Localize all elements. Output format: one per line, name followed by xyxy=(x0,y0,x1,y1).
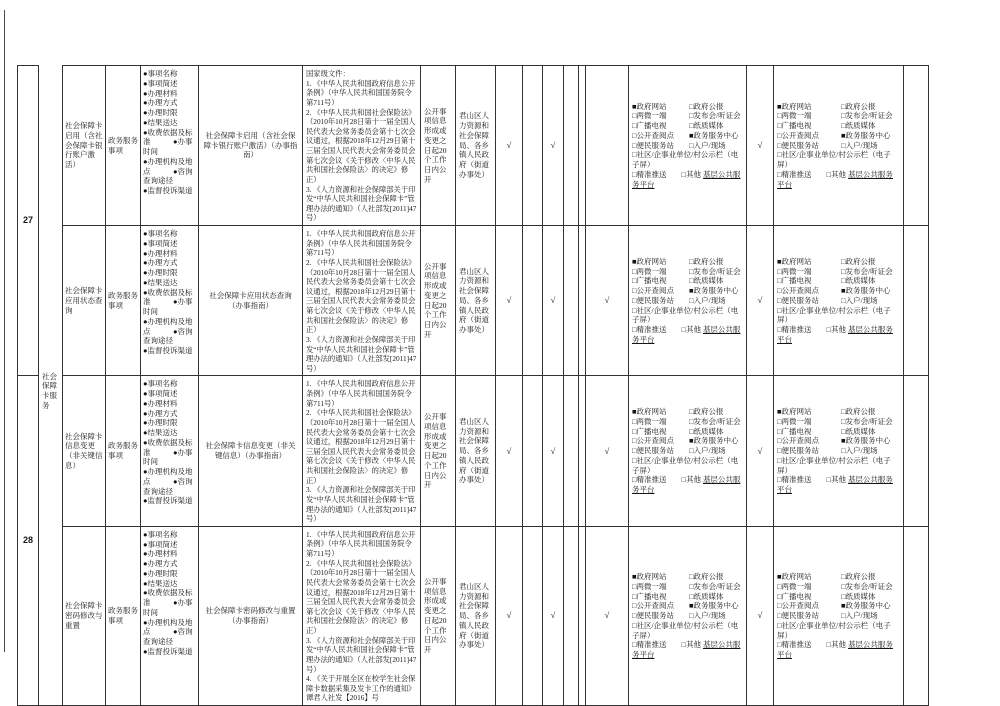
channel-option: □政府公报 xyxy=(841,101,876,111)
channel-option-row xyxy=(777,436,900,446)
content-bullet-line: ●结果送达 xyxy=(143,117,178,127)
channel-option-row xyxy=(777,417,900,427)
channel-option-row: □精准推送 □其他 基层公共服务平台 xyxy=(777,169,893,189)
channel-option: □便民服务站 xyxy=(777,140,820,150)
channel-option-row: □精准推送 □其他 基层公共服务平台 xyxy=(632,169,741,189)
channel-other-value: 基层公共服务平台 xyxy=(632,169,741,189)
channel-option: □政府公报 xyxy=(689,572,724,581)
check-empty-cell xyxy=(564,376,579,526)
channel-option: □政府公报 xyxy=(841,572,876,581)
channel-option: □社区/企事业单位/村公示栏（电子屏） xyxy=(777,305,891,325)
content-bullet-line: ●办理方式 xyxy=(143,98,178,108)
channel-option: ■政府网站 xyxy=(632,572,667,581)
channel-option-row xyxy=(632,141,743,151)
check-empty-cell xyxy=(579,376,586,526)
channel-option: □两微一端 xyxy=(632,416,667,426)
legal-basis-item: 2. 《中华人民共和国社会保险法》（2010年10月28日第十一届全国人民代表大会常务委员会第十七次会议通过，根据2018年12月29日第十三届全国人民代表大会常务委员会第七次会议《关于修改〈中华人民共和国社会保险法〉的决定》修正） xyxy=(306,107,416,184)
check-empty-cell xyxy=(564,66,579,226)
legal-basis-item: 国家级文件： xyxy=(306,69,350,78)
channel-option-row xyxy=(777,446,900,456)
public-disclosure-items-table xyxy=(17,65,929,706)
channel-option: □纸质媒体 xyxy=(689,591,724,601)
check-empty-cell xyxy=(523,66,543,226)
content-bullet-line: ●事项简述 xyxy=(143,238,178,248)
channel-option-row xyxy=(777,102,900,112)
item-name-cell: 社会保障卡信息变更（非关键信息） xyxy=(63,376,106,526)
channel-other-value: 基层公共服务平台 xyxy=(777,640,893,659)
channel-option: □公开查阅点 xyxy=(632,286,675,296)
channel-option: □社区/企事业单位/村公示栏（电子屏） xyxy=(632,620,739,640)
channel-other-value: 基层公共服务平台 xyxy=(777,169,893,189)
channel-option: □广播电视 xyxy=(632,276,667,286)
legal-basis-item: 3. 《人力资源和社会保障部关于印发“中华人民共和国社会保障卡”管理办法的通知》（人社部发[2011]47号） xyxy=(306,334,417,373)
category-cell: 社会保障卡服务 xyxy=(39,66,63,706)
disclosure-channel-cell xyxy=(629,226,747,376)
disclosure-channel-cell xyxy=(774,66,904,226)
content-bullet-line: ●结果送达 xyxy=(143,277,178,287)
check-empty-cell xyxy=(586,66,629,226)
channel-other-value: 基层公共服务平台 xyxy=(777,475,893,495)
disclosure-content-cell xyxy=(141,226,199,376)
channel-option: ■政务服务中心 xyxy=(689,130,739,140)
content-bullet-line: ●办理时限 xyxy=(143,108,178,117)
channel-option: □社区/企事业单位/村公示栏（电子屏） xyxy=(777,150,891,170)
content-bullet-line: ●监督投诉渠道 xyxy=(143,346,193,355)
disclosure-channel-cell xyxy=(629,66,747,226)
responsible-org-cell: 君山区人力资源和社会保障局、各乡镇人民政府（街道办事处） xyxy=(456,376,496,526)
trailing-empty-cell xyxy=(904,526,929,705)
disclosure-channel-cell xyxy=(629,526,747,705)
channel-option-row xyxy=(632,131,743,141)
channel-option: □政府公报 xyxy=(841,407,876,417)
channel-option: ■政务服务中心 xyxy=(689,601,739,611)
channel-option-row xyxy=(632,257,743,267)
channel-option: □公开查阅点 xyxy=(632,436,675,446)
channel-option: □纸质媒体 xyxy=(841,426,876,436)
row-number-cell: 27 xyxy=(18,66,39,376)
legal-basis-item: 4. 《关于开展全区在校学生社会保障卡数据采集及发卡工作的通知》谭君人社发【2016】号 xyxy=(306,674,416,703)
guide-name-cell: 社会保障卡启用（含社会保障卡银行账户激活）（办事指南） xyxy=(199,66,303,226)
channel-option: □入户/现场 xyxy=(689,140,726,150)
channel-option: □公开查阅点 xyxy=(632,601,675,611)
content-bullet-line: ●办理材料 xyxy=(143,549,178,559)
channel-option-row xyxy=(632,446,743,456)
content-bullet-line: ●事项名称 xyxy=(143,229,178,238)
channel-option: ■政务服务中心 xyxy=(841,601,891,611)
channel-option: ■政府网站 xyxy=(777,407,812,417)
channel-option-row xyxy=(632,572,743,582)
channel-option: □公开查阅点 xyxy=(632,130,675,140)
channel-option-row xyxy=(777,267,900,277)
channel-option: ■政府网站 xyxy=(777,101,812,111)
channel-option-row: □精准推送 □其他 基层公共服务平台 xyxy=(632,475,741,495)
check-mark-cell: √ xyxy=(747,66,774,226)
content-bullet-line: ●办理方式 xyxy=(143,559,178,568)
channel-option: □纸质媒体 xyxy=(689,121,724,131)
check-mark-cell: √ xyxy=(496,376,523,526)
content-bullet-line: ●监督投诉渠道 xyxy=(143,186,193,195)
channel-option: ■政府网站 xyxy=(632,256,667,266)
channel-option: □广播电视 xyxy=(777,276,812,286)
item-type-cell: 政务服务事项 xyxy=(106,526,141,705)
check-mark-cell: √ xyxy=(496,226,523,376)
time-limit-cell: 公开事项信息形成或变更之日起20个工作日内公开 xyxy=(421,526,456,705)
table-body xyxy=(18,66,929,706)
channel-option: □入户/现场 xyxy=(689,611,726,620)
channel-option: □广播电视 xyxy=(632,591,667,601)
channel-option-row xyxy=(632,407,743,417)
check-mark-cell: √ xyxy=(747,376,774,526)
channel-option-row xyxy=(777,257,900,267)
legal-basis-item: 3. 《人力资源和社会保障部关于印发“中华人民共和国社会保障卡”管理办法的通知》（人社部发[2011]47号） xyxy=(306,635,417,674)
content-bullet-line: ●办理机构及地点 ●咨询查询途径 xyxy=(143,467,193,496)
channel-option: □广播电视 xyxy=(777,121,812,131)
channel-option: □政府公报 xyxy=(689,256,724,266)
channel-option: ■政府网站 xyxy=(632,407,667,417)
channel-option-row xyxy=(777,121,900,131)
content-bullet-line: ●监督投诉渠道 xyxy=(143,496,193,506)
channel-option: □发布会/听证会 xyxy=(841,416,893,426)
channel-option: □便民服务站 xyxy=(777,611,820,620)
channel-option: □纸质媒体 xyxy=(689,426,724,436)
channel-option: □两微一端 xyxy=(632,266,667,276)
content-bullet-line: ●收费依据及标准 ●办事时间 xyxy=(143,127,193,156)
channel-option: □发布会/听证会 xyxy=(689,416,741,426)
time-limit-cell: 公开事项信息形成或变更之日起20个工作日内公开 xyxy=(421,376,456,526)
legal-basis-item: 3. 《人力资源和社会保障部关于印发“中华人民共和国社会保障卡”管理办法的通知》（人社部发[2011]47号） xyxy=(306,184,417,223)
content-bullet-line: ●事项名称 xyxy=(143,69,178,78)
channel-option: □入户/现场 xyxy=(841,295,878,305)
legal-basis-item: 2. 《中华人民共和国社会保险法》（2010年10月28日第十一届全国人民代表大会常务委员会第十七次会议通过，根据2018年12月29日第十三届全国人民代表大会常务委员会第七次会议《关于修改〈中华人民共和国社会保险法〉的决定》修正） xyxy=(306,408,416,485)
content-bullet-line: ●办理机构及地点 ●咨询查询途径 xyxy=(143,316,193,346)
channel-option: □便民服务站 xyxy=(777,446,820,456)
channel-option: □两微一端 xyxy=(632,111,667,121)
channel-option: □两微一端 xyxy=(777,111,812,121)
time-limit-cell: 公开事项信息形成或变更之日起20个工作日内公开 xyxy=(421,226,456,376)
channel-option: □公开查阅点 xyxy=(777,130,820,140)
trailing-empty-cell xyxy=(904,226,929,376)
channel-option: □入户/现场 xyxy=(841,611,878,620)
content-bullet-line: ●办理材料 xyxy=(143,88,178,98)
channel-option: □入户/现场 xyxy=(689,446,726,456)
channel-option: □两微一端 xyxy=(632,581,667,591)
channel-option: ■政务服务中心 xyxy=(841,130,891,140)
check-empty-cell xyxy=(523,226,543,376)
legal-basis-item: 3. 《人力资源和社会保障部关于印发“中华人民共和国社会保障卡”管理办法的通知》（人社部发[2011]47号） xyxy=(306,485,417,524)
channel-option-row xyxy=(632,592,743,602)
channel-option: □发布会/听证会 xyxy=(841,111,893,121)
channel-option: ■政务服务中心 xyxy=(841,436,891,446)
time-limit-cell: 公开事项信息形成或变更之日起20个工作日内公开 xyxy=(421,66,456,226)
trailing-empty-cell xyxy=(904,66,929,226)
content-bullet-line: ●办理方式 xyxy=(143,408,178,418)
channel-option: □社区/企事业单位/村公示栏（电子屏） xyxy=(632,455,739,475)
channel-option: □纸质媒体 xyxy=(841,276,876,286)
check-empty-cell xyxy=(579,526,586,705)
channel-option-row xyxy=(632,121,743,131)
content-bullet-line: ●监督投诉渠道 xyxy=(143,646,193,656)
channel-option-row xyxy=(632,427,743,437)
guide-name-cell: 社会保障卡应用状态查询（办事指南） xyxy=(199,226,303,376)
channel-option-row xyxy=(632,286,743,296)
content-bullet-line: ●事项简述 xyxy=(143,78,178,88)
channel-option-row xyxy=(777,276,900,286)
row-number-cell: 28 xyxy=(18,376,39,706)
disclosure-channel-cell xyxy=(629,376,747,526)
channel-option: □发布会/听证会 xyxy=(689,111,741,121)
disclosure-channel-cell xyxy=(774,376,904,526)
content-bullet-line: ●收费依据及标准 ●办事时间 xyxy=(143,588,193,617)
channel-option-row xyxy=(632,582,743,592)
channel-option: □广播电视 xyxy=(632,121,667,131)
content-bullet-line: ●收费依据及标准 ●办事时间 xyxy=(143,287,193,316)
channel-option: □发布会/听证会 xyxy=(841,581,893,591)
channel-option: ■政务服务中心 xyxy=(689,286,739,296)
legal-basis-item: 1. 《中华人民共和国政府信息公开条例》（中华人民共和国国务院令第711号） xyxy=(306,529,416,558)
channel-option-row: □精准推送 □其他 基层公共服务平台 xyxy=(632,325,741,344)
item-name-cell: 社会保障卡应用状态查询 xyxy=(63,226,106,376)
channel-option: □纸质媒体 xyxy=(689,276,724,286)
check-empty-cell xyxy=(579,226,586,376)
channel-option: □入户/现场 xyxy=(689,295,726,305)
check-mark-cell: √ xyxy=(747,526,774,705)
check-empty-cell xyxy=(523,526,543,705)
channel-option: ■政务服务中心 xyxy=(689,436,739,446)
channel-other-value: 基层公共服务平台 xyxy=(632,475,741,495)
channel-option-row xyxy=(777,572,900,582)
check-empty-cell xyxy=(579,66,586,226)
check-empty-cell xyxy=(564,526,579,705)
channel-option: □社区/企事业单位/村公示栏（电子屏） xyxy=(777,620,891,640)
item-type-cell: 政务服务事项 xyxy=(106,376,141,526)
channel-option-row xyxy=(777,427,900,437)
channel-option-row xyxy=(777,407,900,417)
legal-basis-item: 1. 《中华人民共和国政府信息公开条例》（中华人民共和国国务院令第711号） xyxy=(306,379,416,408)
content-bullet-line: ●办理方式 xyxy=(143,258,178,268)
channel-option: ■政府网站 xyxy=(632,101,667,111)
channel-other-value: 基层公共服务平台 xyxy=(632,640,741,659)
channel-option: □纸质媒体 xyxy=(841,591,876,601)
guide-name-cell: 社会保障卡信息变更（非关键信息）（办事指南） xyxy=(199,376,303,526)
item-type-cell: 政务服务事项 xyxy=(106,226,141,376)
channel-option-row xyxy=(777,601,900,611)
item-type-cell: 政务服务事项 xyxy=(106,66,141,226)
guide-name-cell: 社会保障卡密码修改与重置（办事指南） xyxy=(199,526,303,705)
channel-option: □发布会/听证会 xyxy=(841,266,893,276)
channel-option: □入户/现场 xyxy=(841,446,878,456)
channel-option: □政府公报 xyxy=(841,256,876,266)
content-bullet-line: ●结果送达 xyxy=(143,428,178,438)
content-bullet-line: ●办理时限 xyxy=(143,418,178,428)
channel-option: □便民服务站 xyxy=(777,295,820,305)
responsible-org-cell: 君山区人力资源和社会保障局、各乡镇人民政府（街道办事处） xyxy=(456,226,496,376)
check-mark-cell: √ xyxy=(747,226,774,376)
channel-option-row xyxy=(632,276,743,286)
channel-option: □发布会/听证会 xyxy=(689,266,741,276)
legal-basis-item: 2. 《中华人民共和国社会保险法》（2010年10月28日第十一届全国人民代表大会常务委员会第十七次会议通过，根据2018年12月29日第十三届全国人民代表大会常务委员会第七次会议《关于修改〈中华人民共和国社会保险法〉的决定》修正） xyxy=(306,558,416,635)
disclosure-content-cell xyxy=(141,376,199,526)
channel-option: □两微一端 xyxy=(777,581,812,591)
channel-option: □公开查阅点 xyxy=(777,601,820,611)
channel-option-row xyxy=(777,592,900,602)
item-row xyxy=(18,526,929,705)
channel-option: □便民服务站 xyxy=(632,446,675,456)
content-bullet-line: ●事项名称 xyxy=(143,529,178,539)
channel-option-row xyxy=(632,296,743,306)
channel-option-row xyxy=(777,286,900,296)
channel-option-row xyxy=(632,417,743,427)
legal-basis-cell xyxy=(303,226,421,376)
item-row xyxy=(18,376,929,526)
check-mark-cell: √ xyxy=(496,66,523,226)
page-edge-line xyxy=(4,10,5,652)
legal-basis-cell xyxy=(303,526,421,705)
check-empty-cell xyxy=(564,226,579,376)
legal-basis-item: 1. 《中华人民共和国政府信息公开条例》（中华人民共和国国务院令第711号） xyxy=(306,78,416,107)
content-bullet-line: ●事项简述 xyxy=(143,389,178,399)
channel-option-row xyxy=(632,267,743,277)
channel-other-value: 基层公共服务平台 xyxy=(632,325,741,344)
channel-option-row xyxy=(777,131,900,141)
check-mark-cell: √ xyxy=(543,66,564,226)
channel-other-value: 基层公共服务平台 xyxy=(777,325,893,344)
responsible-org-cell: 君山区人力资源和社会保障局、各乡镇人民政府（街道办事处） xyxy=(456,66,496,226)
channel-option: □两微一端 xyxy=(777,416,812,426)
content-bullet-line: ●办理机构及地点 ●咨询查询途径 xyxy=(143,156,193,186)
content-bullet-line: ●结果送达 xyxy=(143,578,178,588)
check-mark-cell: √ xyxy=(543,526,564,705)
responsible-org-cell: 君山区人力资源和社会保障局、各乡镇人民政府（街道办事处） xyxy=(456,526,496,705)
channel-option: □广播电视 xyxy=(632,426,667,436)
channel-option: □广播电视 xyxy=(777,591,812,601)
channel-option-row xyxy=(632,111,743,121)
channel-option: □便民服务站 xyxy=(632,295,675,305)
channel-option: □纸质媒体 xyxy=(841,121,876,131)
content-bullet-line: ●办理材料 xyxy=(143,248,178,258)
disclosure-content-cell xyxy=(141,526,199,705)
channel-option-row xyxy=(632,611,743,621)
channel-option-row xyxy=(777,296,900,306)
content-bullet-line: ●事项简述 xyxy=(143,539,178,549)
legal-basis-cell xyxy=(303,376,421,526)
channel-option: □便民服务站 xyxy=(632,611,675,620)
channel-option: ■政务服务中心 xyxy=(841,286,891,296)
disclosure-channel-cell xyxy=(774,226,904,376)
channel-option-row xyxy=(777,582,900,592)
content-bullet-line: ●办理时限 xyxy=(143,568,178,578)
channel-option: □政府公报 xyxy=(689,407,724,417)
check-empty-cell xyxy=(523,376,543,526)
content-bullet-line: ●事项名称 xyxy=(143,379,178,389)
check-mark-cell: √ xyxy=(496,526,523,705)
channel-option-row: □精准推送 □其他 基层公共服务平台 xyxy=(777,325,893,344)
channel-option: □两微一端 xyxy=(777,266,812,276)
disclosure-content-cell xyxy=(141,66,199,226)
channel-option-row: □精准推送 □其他 基层公共服务平台 xyxy=(632,640,741,659)
check-mark-cell: √ xyxy=(543,376,564,526)
disclosure-channel-cell xyxy=(774,526,904,705)
legal-basis-item: 1. 《中华人民共和国政府信息公开条例》（中华人民共和国国务院令第711号） xyxy=(306,229,416,258)
channel-option: □政府公报 xyxy=(689,101,724,111)
channel-option-row xyxy=(632,601,743,611)
channel-option: □广播电视 xyxy=(777,426,812,436)
channel-option-row xyxy=(777,611,900,621)
channel-option: □发布会/听证会 xyxy=(689,581,741,591)
channel-option-row xyxy=(777,141,900,151)
channel-option: ■政府网站 xyxy=(777,256,812,266)
channel-option-row xyxy=(777,111,900,121)
check-mark-cell: √ xyxy=(586,226,629,376)
legal-basis-cell xyxy=(303,66,421,226)
check-mark-cell: √ xyxy=(586,526,629,705)
content-bullet-line: ●办理材料 xyxy=(143,398,178,408)
content-bullet-line: ●办理机构及地点 ●咨询查询途径 xyxy=(143,617,193,646)
channel-option: □公开查阅点 xyxy=(777,286,820,296)
content-bullet-line: ●收费依据及标准 ●办事时间 xyxy=(143,437,193,467)
channel-option: □便民服务站 xyxy=(632,140,675,150)
channel-option-row xyxy=(632,102,743,112)
check-mark-cell: √ xyxy=(543,226,564,376)
channel-option-row: □精准推送 □其他 基层公共服务平台 xyxy=(777,640,893,659)
channel-option: □入户/现场 xyxy=(841,140,878,150)
channel-option: □社区/企事业单位/村公示栏（电子屏） xyxy=(632,150,739,170)
item-name-cell: 社会保障卡启用（含社会保障卡银行账户激活） xyxy=(63,66,106,226)
channel-option: □社区/企事业单位/村公示栏（电子屏） xyxy=(777,455,891,475)
content-bullet-line: ●办理时限 xyxy=(143,268,178,277)
trailing-empty-cell xyxy=(904,376,929,526)
check-mark-cell: √ xyxy=(586,376,629,526)
item-name-cell: 社会保障卡密码修改与重置 xyxy=(63,526,106,705)
channel-option-row: □精准推送 □其他 基层公共服务平台 xyxy=(777,475,893,495)
item-row xyxy=(18,226,929,376)
channel-option: ■政府网站 xyxy=(777,572,812,581)
channel-option: □社区/企事业单位/村公示栏（电子屏） xyxy=(632,305,739,325)
channel-option-row xyxy=(632,436,743,446)
item-row xyxy=(18,66,929,226)
channel-option: □公开查阅点 xyxy=(777,436,820,446)
legal-basis-item: 2. 《中华人民共和国社会保险法》（2010年10月28日第十一届全国人民代表大会常务委员会第十七次会议通过，根据2018年12月29日第十三届全国人民代表大会常务委员会第七次会议《关于修改〈中华人民共和国社会保险法〉的决定》修正） xyxy=(306,257,416,335)
